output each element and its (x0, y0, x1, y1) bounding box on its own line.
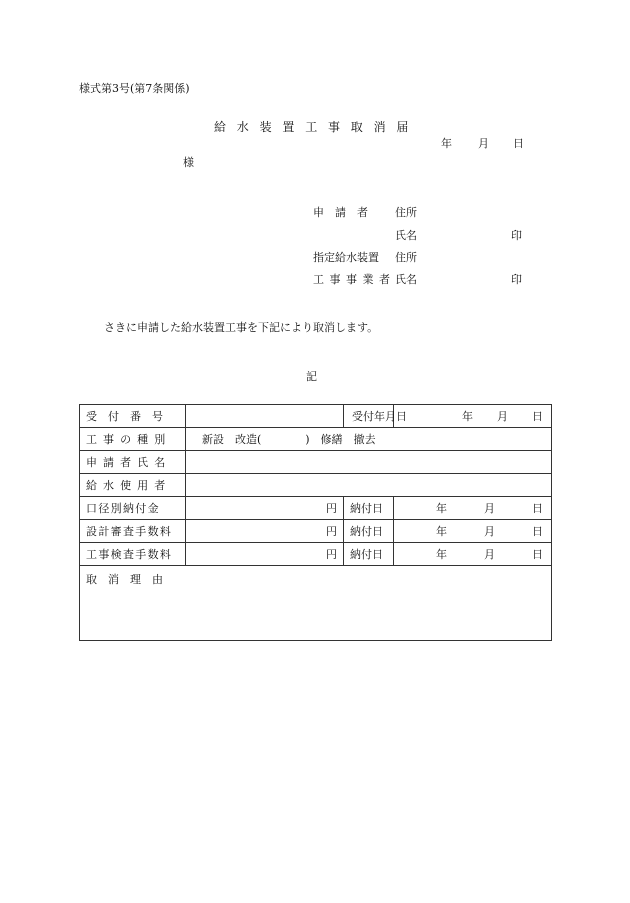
water-user-field[interactable] (186, 474, 552, 497)
date-month-label: 月 (478, 137, 489, 150)
diameter-fee-label: 口径別納付金 (80, 497, 186, 520)
inspection-fee-paid-label: 納付日 (344, 543, 394, 566)
statement-text: さきに申請した給水装置工事を下記により取消します。 (104, 321, 379, 334)
table-row (80, 543, 552, 566)
receipt-day: 日 (532, 410, 543, 423)
table-row (80, 566, 552, 641)
date-year-label: 年 (441, 137, 452, 150)
contractor-name-label: 氏名 (395, 273, 417, 286)
inspection-fee-paid-date[interactable]: 年 月 日 (394, 543, 552, 566)
form-number: 様式第3号(第7条関係) (79, 82, 190, 95)
table-row (80, 405, 552, 428)
inspection-fee-field[interactable]: 円 (186, 543, 344, 566)
form-table (79, 404, 552, 641)
receipt-date-label: 受付年月日 (344, 405, 394, 428)
document-title: 給水装置工事取消届 (214, 120, 420, 134)
design-review-fee-paid-label: 納付日 (344, 520, 394, 543)
diameter-fee-field[interactable]: 円 (186, 497, 344, 520)
applicant-role-label: 申 請 者 (313, 206, 368, 219)
contractor-address-label: 住所 (395, 251, 417, 264)
receipt-number-label: 受 付 番 号 (80, 405, 186, 428)
applicant-name-label: 氏名 (395, 229, 417, 242)
receipt-number-field[interactable] (186, 405, 344, 428)
cancellation-reason-field[interactable] (80, 566, 552, 641)
contractor-seal: 印 (511, 273, 522, 286)
date-day-label: 日 (513, 137, 524, 150)
design-review-fee-field[interactable]: 円 (186, 520, 344, 543)
applicant-name-field[interactable] (186, 451, 552, 474)
receipt-month: 月 (497, 410, 508, 423)
applicant-seal: 印 (511, 229, 522, 242)
table-row (80, 428, 552, 451)
ki-heading: 記 (306, 370, 317, 383)
applicant-name-row-label: 申請者氏名 (80, 451, 186, 474)
diameter-fee-paid-date[interactable]: 年 月 日 (394, 497, 552, 520)
applicant-address-label: 住所 (395, 206, 417, 219)
receipt-year: 年 (462, 410, 473, 423)
receipt-date-field[interactable] (394, 405, 552, 428)
design-review-fee-paid-date[interactable]: 年 月 日 (394, 520, 552, 543)
diameter-fee-paid-label: 納付日 (344, 497, 394, 520)
addressee-suffix: 様 (183, 156, 194, 169)
design-review-fee-label: 設計審査手数料 (80, 520, 186, 543)
contractor-role-label-1: 指定給水装置 (313, 251, 379, 264)
work-type-label: 工事の種別 (80, 428, 186, 451)
work-type-options[interactable]: 新設 改造( ) 修繕 撤去 (186, 428, 552, 451)
table-row (80, 451, 552, 474)
contractor-role-label-2: 工事事業者 (313, 273, 396, 286)
inspection-fee-label: 工事検査手数料 (80, 543, 186, 566)
water-user-label: 給水使用者 (80, 474, 186, 497)
table-row (80, 474, 552, 497)
table-row (80, 520, 552, 543)
cancellation-reason-label: 取 消 理 由 (86, 573, 163, 586)
table-row (80, 497, 552, 520)
